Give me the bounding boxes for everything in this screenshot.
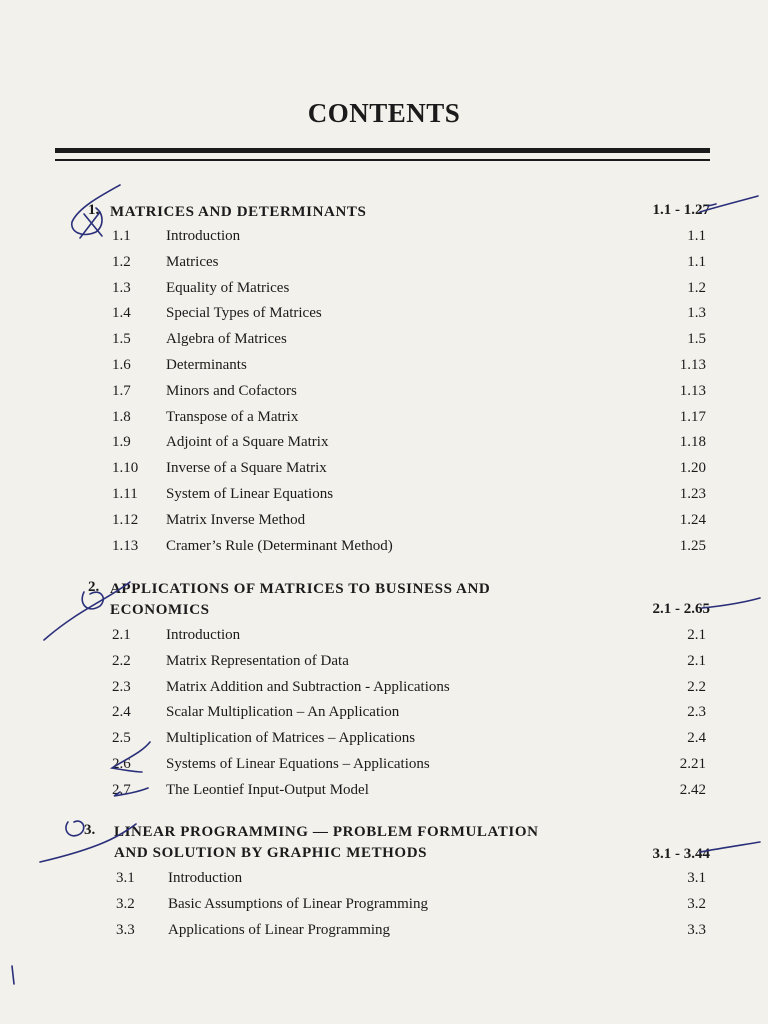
section-row	[0, 276, 768, 302]
section-title: Determinants	[166, 356, 247, 373]
section-title: Multiplication of Matrices – Applications	[166, 730, 416, 747]
section-title: Special Types of Matrices	[166, 305, 322, 322]
section-list	[0, 866, 768, 943]
section-title: Transpose of a Matrix	[166, 408, 299, 425]
section-row	[0, 726, 768, 752]
section-number: 2.7	[112, 781, 131, 798]
section-title: System of Linear Equations	[166, 485, 334, 502]
section-row	[0, 649, 768, 675]
section-number: 2.1	[112, 627, 131, 643]
section-page: 1.1	[687, 253, 706, 270]
section-row	[0, 301, 768, 327]
section-number: 1.2	[112, 253, 131, 270]
section-page: 1.5	[687, 331, 706, 348]
section-title: Cramer’s Rule (Determinant Method)	[166, 537, 393, 554]
section-row	[0, 250, 768, 276]
chapter-page-range: 2.1 - 2.65	[652, 601, 710, 617]
section-page: 2.4	[687, 730, 706, 747]
chapter-heading	[0, 200, 768, 224]
section-title: Systems of Linear Equations – Applications	[166, 755, 430, 772]
section-page: 3.1	[687, 870, 706, 886]
section-row	[0, 405, 768, 431]
section-number: 1.7	[112, 382, 131, 399]
section-title: Introduction	[168, 870, 243, 886]
section-row	[0, 379, 768, 405]
section-number: 3.2	[116, 895, 135, 912]
section-title: Scalar Multiplication – An Application	[166, 704, 400, 721]
section-row	[0, 700, 768, 726]
chapter-title-line: ECONOMICS	[110, 602, 210, 618]
section-number: 2.3	[112, 678, 131, 695]
section-page: 1.23	[679, 485, 706, 502]
section-number: 1.12	[112, 511, 139, 528]
chapter-title-line: APPLICATIONS OF MATRICES TO BUSINESS AND	[110, 581, 491, 597]
section-number: 1.10	[112, 460, 139, 477]
section-page: 1.2	[687, 279, 706, 296]
section-number: 1.8	[112, 408, 131, 425]
section-page: 2.1	[687, 652, 706, 669]
section-number: 1.1	[112, 228, 131, 244]
chapter-number: 2.	[88, 579, 100, 595]
section-number: 2.4	[112, 704, 131, 721]
section-page: 3.3	[687, 921, 706, 938]
section-title: Matrix Representation of Data	[166, 652, 349, 669]
section-page: 2.21	[679, 755, 706, 772]
section-page: 1.13	[679, 356, 706, 373]
chapter-title-line: LINEAR PROGRAMMING — PROBLEM FORMULATION	[114, 824, 539, 840]
section-row	[0, 224, 768, 250]
section-title: Matrix Inverse Method	[166, 511, 306, 528]
section-row	[0, 327, 768, 353]
section-title: Minors and Cofactors	[166, 382, 297, 399]
chapter-page-range: 1.1 - 1.27	[652, 202, 710, 218]
section-number: 3.3	[116, 921, 135, 938]
section-title: Algebra of Matrices	[166, 331, 287, 348]
section-number: 1.11	[112, 485, 138, 502]
section-row	[0, 675, 768, 701]
section-row	[0, 752, 768, 778]
chapter-3	[0, 820, 768, 943]
section-title: Introduction	[166, 627, 241, 643]
section-list	[0, 224, 768, 559]
section-number: 1.9	[112, 434, 131, 451]
section-number: 3.1	[116, 870, 135, 886]
section-row	[0, 482, 768, 508]
section-page: 2.3	[687, 704, 706, 721]
section-row	[0, 778, 768, 804]
section-row	[0, 623, 768, 649]
section-page: 2.2	[687, 678, 706, 695]
chapter-number: 3.	[84, 822, 96, 838]
section-number: 1.6	[112, 356, 131, 373]
section-page: 1.24	[679, 511, 706, 528]
section-page: 3.2	[687, 895, 706, 912]
section-row	[0, 918, 768, 944]
chapter-heading	[0, 577, 768, 623]
section-number: 1.5	[112, 331, 131, 348]
section-number: 2.6	[112, 755, 131, 772]
section-title: Matrix Addition and Subtraction - Applications	[166, 678, 450, 695]
section-title: Inverse of a Square Matrix	[166, 460, 327, 477]
chapter-number: 1.	[88, 202, 100, 218]
section-title: Adjoint of a Square Matrix	[166, 434, 329, 451]
section-page: 2.1	[687, 627, 706, 643]
section-row	[0, 430, 768, 456]
section-page: 1.18	[679, 434, 706, 451]
section-page: 2.42	[679, 781, 706, 798]
section-list	[0, 623, 768, 804]
section-number: 1.3	[112, 279, 131, 296]
pen-mark-margin	[12, 966, 14, 984]
section-row	[0, 456, 768, 482]
section-row	[0, 892, 768, 918]
section-title: Applications of Linear Programming	[168, 921, 391, 938]
section-page: 1.1	[687, 228, 706, 244]
title-rule-thin	[55, 159, 710, 161]
chapter-1	[0, 200, 768, 559]
chapter-page-range: 3.1 - 3.44	[652, 846, 710, 862]
section-title: Introduction	[166, 228, 241, 244]
section-page: 1.3	[687, 305, 706, 322]
section-row	[0, 508, 768, 534]
page-title: CONTENTS	[307, 98, 461, 128]
section-row	[0, 866, 768, 892]
section-page: 1.20	[679, 460, 706, 477]
title-rule-thick	[55, 148, 710, 153]
section-row	[0, 534, 768, 560]
section-number: 1.4	[112, 305, 131, 322]
chapter-heading	[0, 820, 768, 866]
section-title: Matrices	[166, 253, 219, 270]
chapter-title-line: MATRICES AND DETERMINANTS	[110, 204, 367, 220]
chapter-title-line: AND SOLUTION BY GRAPHIC METHODS	[114, 845, 428, 861]
section-page: 1.25	[679, 537, 706, 554]
section-number: 1.13	[112, 537, 139, 554]
section-title: Basic Assumptions of Linear Programming	[168, 895, 428, 912]
section-row	[0, 353, 768, 379]
chapter-2	[0, 577, 768, 804]
section-title: Equality of Matrices	[166, 279, 290, 296]
section-page: 1.17	[679, 408, 706, 425]
section-page: 1.13	[679, 382, 706, 399]
section-number: 2.2	[112, 652, 131, 669]
section-title: The Leontief Input-Output Model	[166, 781, 369, 798]
section-number: 2.5	[112, 730, 131, 747]
